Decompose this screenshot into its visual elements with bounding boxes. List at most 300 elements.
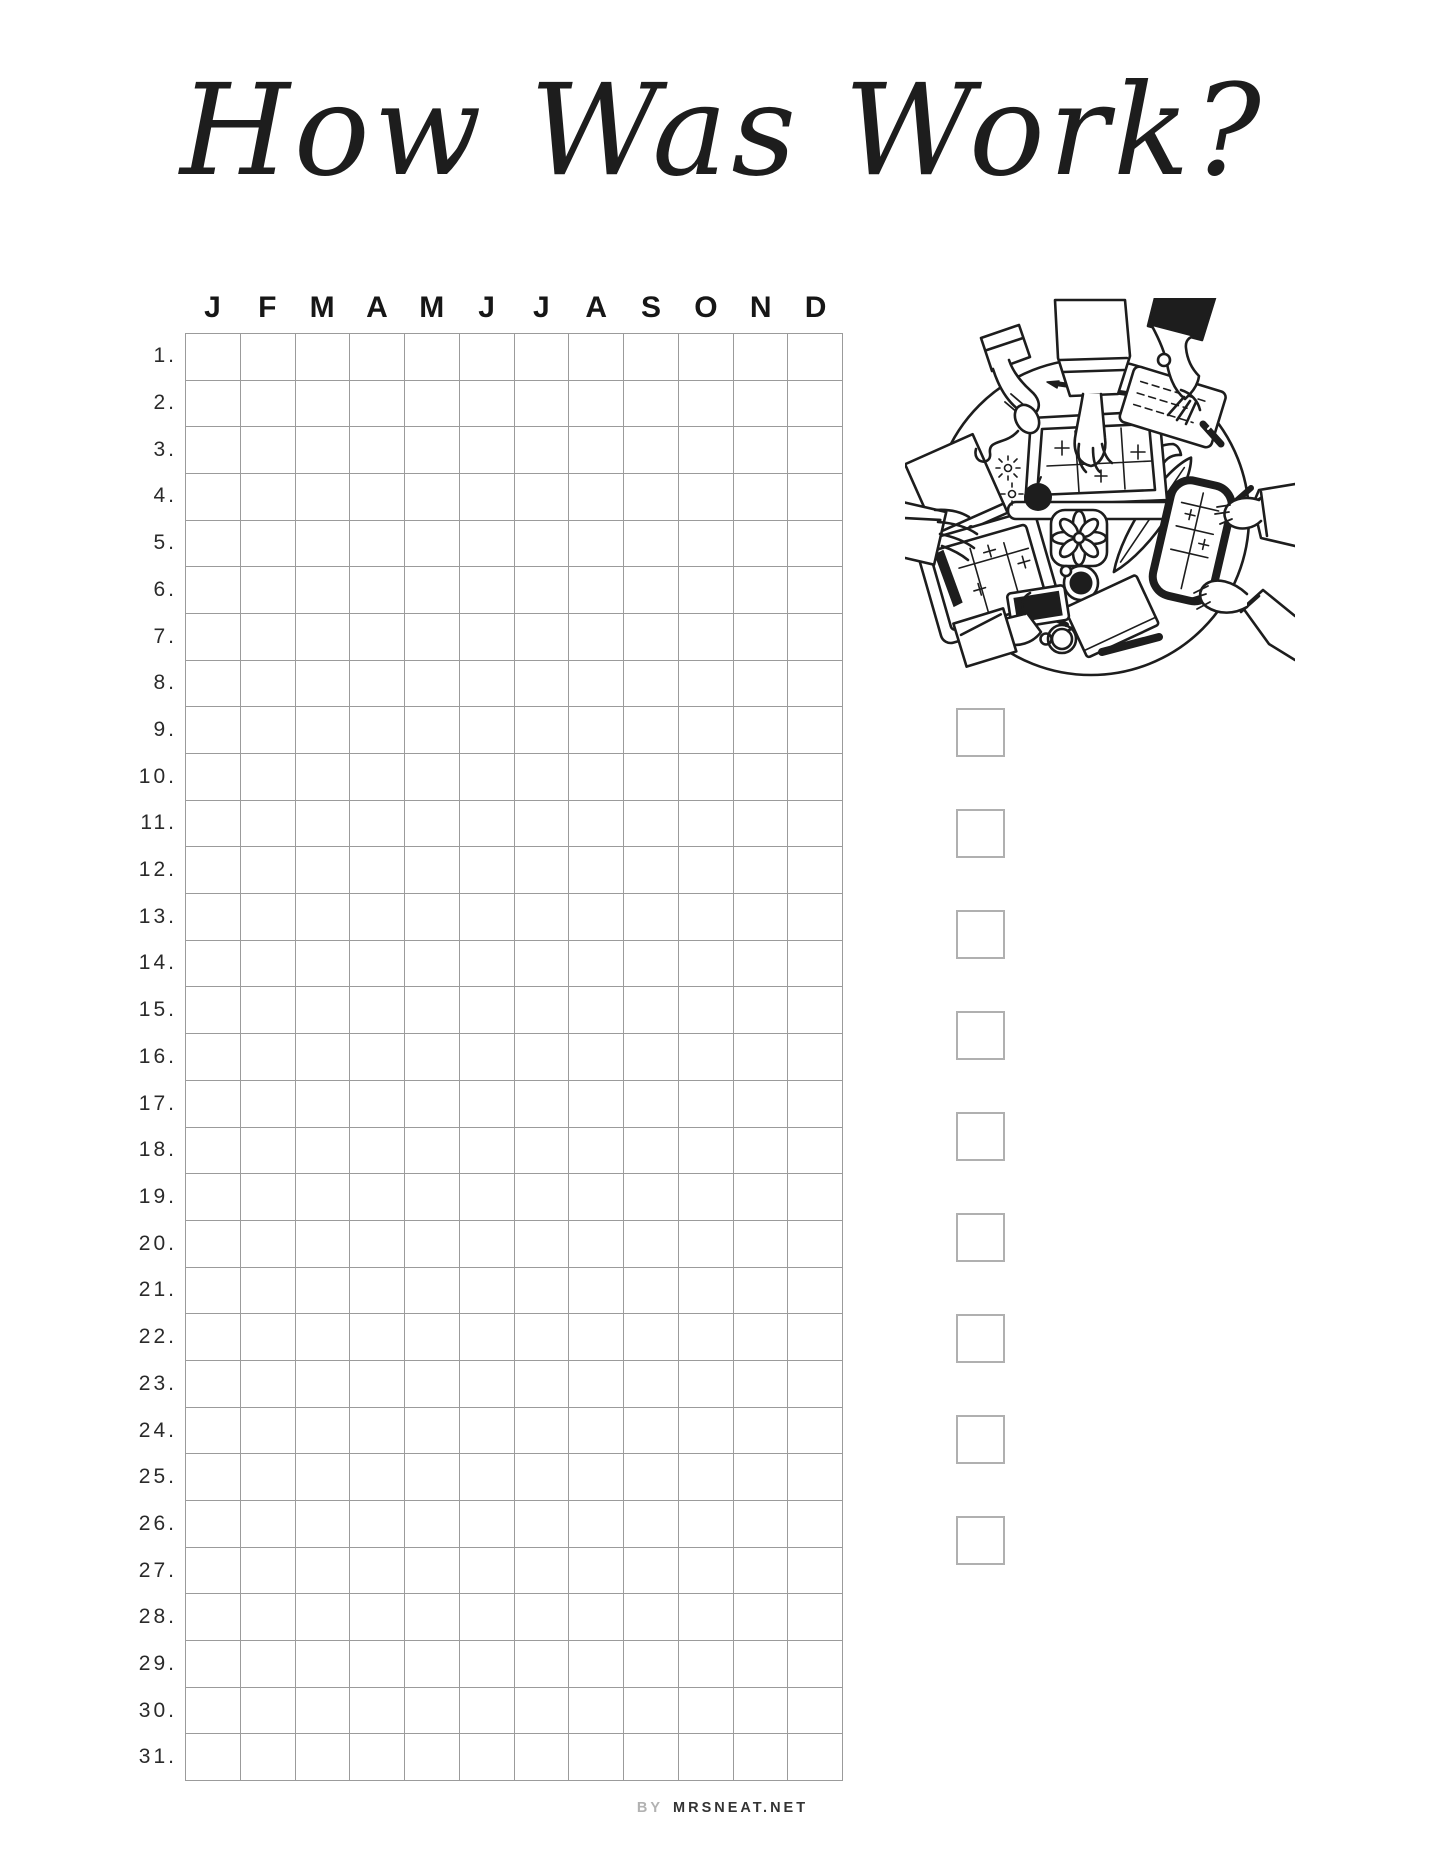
- grid-cell-r18-c12[interactable]: [788, 1128, 843, 1175]
- grid-cell-r6-c10[interactable]: [679, 567, 734, 614]
- grid-cell-r19-c5[interactable]: [405, 1174, 460, 1221]
- grid-cell-r25-c3[interactable]: [296, 1454, 351, 1501]
- grid-cell-r22-c12[interactable]: [788, 1314, 843, 1361]
- grid-cell-r12-c3[interactable]: [296, 847, 351, 894]
- grid-cell-r15-c4[interactable]: [350, 987, 405, 1034]
- grid-cell-r11-c8[interactable]: [569, 801, 624, 848]
- grid-cell-r14-c7[interactable]: [515, 941, 570, 988]
- checkbox-4[interactable]: [956, 1011, 1005, 1060]
- grid-cell-r1-c7[interactable]: [515, 334, 570, 381]
- grid-cell-r28-c4[interactable]: [350, 1594, 405, 1641]
- grid-cell-r11-c2[interactable]: [241, 801, 296, 848]
- grid-cell-r25-c5[interactable]: [405, 1454, 460, 1501]
- grid-cell-r26-c3[interactable]: [296, 1501, 351, 1548]
- grid-cell-r18-c9[interactable]: [624, 1128, 679, 1175]
- grid-cell-r11-c10[interactable]: [679, 801, 734, 848]
- grid-cell-r3-c9[interactable]: [624, 427, 679, 474]
- grid-cell-r30-c7[interactable]: [515, 1688, 570, 1735]
- grid-cell-r29-c11[interactable]: [734, 1641, 789, 1688]
- grid-cell-r15-c5[interactable]: [405, 987, 460, 1034]
- grid-cell-r16-c3[interactable]: [296, 1034, 351, 1081]
- grid-cell-r12-c10[interactable]: [679, 847, 734, 894]
- grid-cell-r31-c9[interactable]: [624, 1734, 679, 1781]
- grid-cell-r21-c10[interactable]: [679, 1268, 734, 1315]
- grid-cell-r16-c5[interactable]: [405, 1034, 460, 1081]
- grid-cell-r14-c4[interactable]: [350, 941, 405, 988]
- grid-cell-r28-c3[interactable]: [296, 1594, 351, 1641]
- grid-cell-r11-c11[interactable]: [734, 801, 789, 848]
- grid-cell-r7-c6[interactable]: [460, 614, 515, 661]
- grid-cell-r5-c12[interactable]: [788, 521, 843, 568]
- grid-cell-r19-c4[interactable]: [350, 1174, 405, 1221]
- grid-cell-r7-c10[interactable]: [679, 614, 734, 661]
- grid-cell-r25-c9[interactable]: [624, 1454, 679, 1501]
- grid-cell-r1-c11[interactable]: [734, 334, 789, 381]
- grid-cell-r9-c1[interactable]: [186, 707, 241, 754]
- grid-cell-r20-c5[interactable]: [405, 1221, 460, 1268]
- grid-cell-r24-c9[interactable]: [624, 1408, 679, 1455]
- grid-cell-r23-c5[interactable]: [405, 1361, 460, 1408]
- grid-cell-r15-c11[interactable]: [734, 987, 789, 1034]
- grid-cell-r14-c6[interactable]: [460, 941, 515, 988]
- grid-cell-r22-c1[interactable]: [186, 1314, 241, 1361]
- grid-cell-r27-c8[interactable]: [569, 1548, 624, 1595]
- grid-cell-r26-c12[interactable]: [788, 1501, 843, 1548]
- grid-cell-r10-c12[interactable]: [788, 754, 843, 801]
- grid-cell-r29-c5[interactable]: [405, 1641, 460, 1688]
- grid-cell-r1-c2[interactable]: [241, 334, 296, 381]
- grid-cell-r10-c5[interactable]: [405, 754, 460, 801]
- grid-cell-r9-c2[interactable]: [241, 707, 296, 754]
- grid-cell-r15-c12[interactable]: [788, 987, 843, 1034]
- grid-cell-r12-c6[interactable]: [460, 847, 515, 894]
- grid-cell-r13-c10[interactable]: [679, 894, 734, 941]
- grid-cell-r24-c11[interactable]: [734, 1408, 789, 1455]
- grid-cell-r2-c7[interactable]: [515, 381, 570, 428]
- grid-cell-r24-c10[interactable]: [679, 1408, 734, 1455]
- grid-cell-r18-c4[interactable]: [350, 1128, 405, 1175]
- grid-cell-r5-c11[interactable]: [734, 521, 789, 568]
- grid-cell-r31-c10[interactable]: [679, 1734, 734, 1781]
- grid-cell-r13-c8[interactable]: [569, 894, 624, 941]
- grid-cell-r8-c4[interactable]: [350, 661, 405, 708]
- grid-cell-r13-c12[interactable]: [788, 894, 843, 941]
- grid-cell-r12-c4[interactable]: [350, 847, 405, 894]
- grid-cell-r16-c4[interactable]: [350, 1034, 405, 1081]
- grid-cell-r14-c5[interactable]: [405, 941, 460, 988]
- grid-cell-r2-c9[interactable]: [624, 381, 679, 428]
- grid-cell-r8-c2[interactable]: [241, 661, 296, 708]
- grid-cell-r30-c1[interactable]: [186, 1688, 241, 1735]
- grid-cell-r27-c1[interactable]: [186, 1548, 241, 1595]
- grid-cell-r20-c8[interactable]: [569, 1221, 624, 1268]
- grid-cell-r7-c4[interactable]: [350, 614, 405, 661]
- grid-cell-r2-c5[interactable]: [405, 381, 460, 428]
- grid-cell-r4-c8[interactable]: [569, 474, 624, 521]
- grid-cell-r9-c6[interactable]: [460, 707, 515, 754]
- grid-cell-r28-c8[interactable]: [569, 1594, 624, 1641]
- grid-cell-r24-c4[interactable]: [350, 1408, 405, 1455]
- grid-cell-r20-c4[interactable]: [350, 1221, 405, 1268]
- grid-cell-r23-c9[interactable]: [624, 1361, 679, 1408]
- grid-cell-r14-c3[interactable]: [296, 941, 351, 988]
- grid-cell-r19-c7[interactable]: [515, 1174, 570, 1221]
- grid-cell-r18-c1[interactable]: [186, 1128, 241, 1175]
- grid-cell-r3-c12[interactable]: [788, 427, 843, 474]
- grid-cell-r19-c12[interactable]: [788, 1174, 843, 1221]
- grid-cell-r31-c1[interactable]: [186, 1734, 241, 1781]
- grid-cell-r20-c10[interactable]: [679, 1221, 734, 1268]
- grid-cell-r19-c9[interactable]: [624, 1174, 679, 1221]
- grid-cell-r10-c1[interactable]: [186, 754, 241, 801]
- grid-cell-r31-c12[interactable]: [788, 1734, 843, 1781]
- grid-cell-r19-c3[interactable]: [296, 1174, 351, 1221]
- grid-cell-r13-c1[interactable]: [186, 894, 241, 941]
- grid-cell-r22-c3[interactable]: [296, 1314, 351, 1361]
- grid-cell-r28-c10[interactable]: [679, 1594, 734, 1641]
- grid-cell-r30-c2[interactable]: [241, 1688, 296, 1735]
- grid-cell-r23-c8[interactable]: [569, 1361, 624, 1408]
- grid-cell-r9-c4[interactable]: [350, 707, 405, 754]
- grid-cell-r31-c2[interactable]: [241, 1734, 296, 1781]
- grid-cell-r4-c5[interactable]: [405, 474, 460, 521]
- grid-cell-r20-c1[interactable]: [186, 1221, 241, 1268]
- grid-cell-r29-c4[interactable]: [350, 1641, 405, 1688]
- grid-cell-r7-c1[interactable]: [186, 614, 241, 661]
- grid-cell-r20-c6[interactable]: [460, 1221, 515, 1268]
- grid-cell-r17-c9[interactable]: [624, 1081, 679, 1128]
- grid-cell-r27-c4[interactable]: [350, 1548, 405, 1595]
- grid-cell-r23-c12[interactable]: [788, 1361, 843, 1408]
- grid-cell-r18-c5[interactable]: [405, 1128, 460, 1175]
- grid-cell-r30-c12[interactable]: [788, 1688, 843, 1735]
- grid-cell-r30-c6[interactable]: [460, 1688, 515, 1735]
- grid-cell-r8-c1[interactable]: [186, 661, 241, 708]
- grid-cell-r29-c12[interactable]: [788, 1641, 843, 1688]
- grid-cell-r15-c9[interactable]: [624, 987, 679, 1034]
- grid-cell-r16-c12[interactable]: [788, 1034, 843, 1081]
- grid-cell-r22-c5[interactable]: [405, 1314, 460, 1361]
- grid-cell-r17-c4[interactable]: [350, 1081, 405, 1128]
- grid-cell-r23-c10[interactable]: [679, 1361, 734, 1408]
- grid-cell-r1-c9[interactable]: [624, 334, 679, 381]
- grid-cell-r10-c6[interactable]: [460, 754, 515, 801]
- grid-cell-r20-c11[interactable]: [734, 1221, 789, 1268]
- grid-cell-r13-c2[interactable]: [241, 894, 296, 941]
- grid-cell-r13-c9[interactable]: [624, 894, 679, 941]
- grid-cell-r1-c10[interactable]: [679, 334, 734, 381]
- grid-cell-r13-c5[interactable]: [405, 894, 460, 941]
- grid-cell-r25-c2[interactable]: [241, 1454, 296, 1501]
- grid-cell-r28-c6[interactable]: [460, 1594, 515, 1641]
- grid-cell-r5-c10[interactable]: [679, 521, 734, 568]
- grid-cell-r16-c11[interactable]: [734, 1034, 789, 1081]
- grid-cell-r31-c6[interactable]: [460, 1734, 515, 1781]
- grid-cell-r7-c9[interactable]: [624, 614, 679, 661]
- grid-cell-r26-c8[interactable]: [569, 1501, 624, 1548]
- grid-cell-r27-c7[interactable]: [515, 1548, 570, 1595]
- grid-cell-r15-c2[interactable]: [241, 987, 296, 1034]
- grid-cell-r28-c12[interactable]: [788, 1594, 843, 1641]
- grid-cell-r20-c12[interactable]: [788, 1221, 843, 1268]
- grid-cell-r18-c7[interactable]: [515, 1128, 570, 1175]
- grid-cell-r11-c7[interactable]: [515, 801, 570, 848]
- grid-cell-r6-c11[interactable]: [734, 567, 789, 614]
- grid-cell-r26-c4[interactable]: [350, 1501, 405, 1548]
- grid-cell-r8-c11[interactable]: [734, 661, 789, 708]
- grid-cell-r7-c5[interactable]: [405, 614, 460, 661]
- grid-cell-r12-c12[interactable]: [788, 847, 843, 894]
- grid-cell-r12-c1[interactable]: [186, 847, 241, 894]
- grid-cell-r2-c3[interactable]: [296, 381, 351, 428]
- grid-cell-r26-c1[interactable]: [186, 1501, 241, 1548]
- grid-cell-r13-c3[interactable]: [296, 894, 351, 941]
- grid-cell-r12-c7[interactable]: [515, 847, 570, 894]
- grid-cell-r4-c11[interactable]: [734, 474, 789, 521]
- grid-cell-r9-c3[interactable]: [296, 707, 351, 754]
- grid-cell-r16-c6[interactable]: [460, 1034, 515, 1081]
- grid-cell-r18-c11[interactable]: [734, 1128, 789, 1175]
- grid-cell-r29-c8[interactable]: [569, 1641, 624, 1688]
- grid-cell-r23-c1[interactable]: [186, 1361, 241, 1408]
- grid-cell-r27-c5[interactable]: [405, 1548, 460, 1595]
- grid-cell-r21-c3[interactable]: [296, 1268, 351, 1315]
- grid-cell-r27-c2[interactable]: [241, 1548, 296, 1595]
- grid-cell-r8-c7[interactable]: [515, 661, 570, 708]
- grid-cell-r22-c11[interactable]: [734, 1314, 789, 1361]
- grid-cell-r12-c9[interactable]: [624, 847, 679, 894]
- grid-cell-r5-c7[interactable]: [515, 521, 570, 568]
- grid-cell-r17-c3[interactable]: [296, 1081, 351, 1128]
- grid-cell-r16-c10[interactable]: [679, 1034, 734, 1081]
- grid-cell-r10-c11[interactable]: [734, 754, 789, 801]
- grid-cell-r29-c6[interactable]: [460, 1641, 515, 1688]
- grid-cell-r17-c8[interactable]: [569, 1081, 624, 1128]
- grid-cell-r10-c9[interactable]: [624, 754, 679, 801]
- grid-cell-r18-c2[interactable]: [241, 1128, 296, 1175]
- grid-cell-r31-c3[interactable]: [296, 1734, 351, 1781]
- grid-cell-r28-c2[interactable]: [241, 1594, 296, 1641]
- grid-cell-r25-c1[interactable]: [186, 1454, 241, 1501]
- grid-cell-r30-c11[interactable]: [734, 1688, 789, 1735]
- grid-cell-r22-c7[interactable]: [515, 1314, 570, 1361]
- grid-cell-r23-c11[interactable]: [734, 1361, 789, 1408]
- grid-cell-r14-c8[interactable]: [569, 941, 624, 988]
- grid-cell-r3-c6[interactable]: [460, 427, 515, 474]
- grid-cell-r31-c7[interactable]: [515, 1734, 570, 1781]
- grid-cell-r21-c4[interactable]: [350, 1268, 405, 1315]
- grid-cell-r23-c2[interactable]: [241, 1361, 296, 1408]
- grid-cell-r26-c9[interactable]: [624, 1501, 679, 1548]
- grid-cell-r27-c12[interactable]: [788, 1548, 843, 1595]
- grid-cell-r8-c9[interactable]: [624, 661, 679, 708]
- grid-cell-r3-c8[interactable]: [569, 427, 624, 474]
- grid-cell-r5-c5[interactable]: [405, 521, 460, 568]
- grid-cell-r8-c10[interactable]: [679, 661, 734, 708]
- grid-cell-r10-c10[interactable]: [679, 754, 734, 801]
- grid-cell-r8-c3[interactable]: [296, 661, 351, 708]
- grid-cell-r11-c3[interactable]: [296, 801, 351, 848]
- grid-cell-r4-c7[interactable]: [515, 474, 570, 521]
- grid-cell-r19-c10[interactable]: [679, 1174, 734, 1221]
- grid-cell-r2-c6[interactable]: [460, 381, 515, 428]
- grid-cell-r2-c2[interactable]: [241, 381, 296, 428]
- grid-cell-r23-c3[interactable]: [296, 1361, 351, 1408]
- grid-cell-r20-c9[interactable]: [624, 1221, 679, 1268]
- grid-cell-r13-c7[interactable]: [515, 894, 570, 941]
- grid-cell-r12-c8[interactable]: [569, 847, 624, 894]
- grid-cell-r30-c5[interactable]: [405, 1688, 460, 1735]
- grid-cell-r23-c6[interactable]: [460, 1361, 515, 1408]
- grid-cell-r27-c3[interactable]: [296, 1548, 351, 1595]
- grid-cell-r29-c10[interactable]: [679, 1641, 734, 1688]
- grid-cell-r15-c3[interactable]: [296, 987, 351, 1034]
- grid-cell-r18-c8[interactable]: [569, 1128, 624, 1175]
- grid-cell-r18-c10[interactable]: [679, 1128, 734, 1175]
- grid-cell-r27-c6[interactable]: [460, 1548, 515, 1595]
- grid-cell-r15-c7[interactable]: [515, 987, 570, 1034]
- grid-cell-r25-c12[interactable]: [788, 1454, 843, 1501]
- grid-cell-r29-c3[interactable]: [296, 1641, 351, 1688]
- grid-cell-r21-c9[interactable]: [624, 1268, 679, 1315]
- grid-cell-r5-c2[interactable]: [241, 521, 296, 568]
- grid-cell-r23-c4[interactable]: [350, 1361, 405, 1408]
- grid-cell-r26-c5[interactable]: [405, 1501, 460, 1548]
- grid-cell-r11-c9[interactable]: [624, 801, 679, 848]
- grid-cell-r31-c11[interactable]: [734, 1734, 789, 1781]
- grid-cell-r21-c5[interactable]: [405, 1268, 460, 1315]
- checkbox-6[interactable]: [956, 1213, 1005, 1262]
- grid-cell-r5-c8[interactable]: [569, 521, 624, 568]
- grid-cell-r7-c11[interactable]: [734, 614, 789, 661]
- grid-cell-r15-c10[interactable]: [679, 987, 734, 1034]
- grid-cell-r27-c11[interactable]: [734, 1548, 789, 1595]
- grid-cell-r26-c10[interactable]: [679, 1501, 734, 1548]
- grid-cell-r23-c7[interactable]: [515, 1361, 570, 1408]
- grid-cell-r5-c1[interactable]: [186, 521, 241, 568]
- grid-cell-r10-c8[interactable]: [569, 754, 624, 801]
- grid-cell-r11-c5[interactable]: [405, 801, 460, 848]
- grid-cell-r5-c9[interactable]: [624, 521, 679, 568]
- grid-cell-r29-c7[interactable]: [515, 1641, 570, 1688]
- grid-cell-r12-c5[interactable]: [405, 847, 460, 894]
- grid-cell-r1-c6[interactable]: [460, 334, 515, 381]
- grid-cell-r4-c4[interactable]: [350, 474, 405, 521]
- grid-cell-r29-c9[interactable]: [624, 1641, 679, 1688]
- grid-cell-r19-c8[interactable]: [569, 1174, 624, 1221]
- grid-cell-r9-c9[interactable]: [624, 707, 679, 754]
- grid-cell-r9-c5[interactable]: [405, 707, 460, 754]
- grid-cell-r10-c2[interactable]: [241, 754, 296, 801]
- grid-cell-r6-c3[interactable]: [296, 567, 351, 614]
- grid-cell-r24-c3[interactable]: [296, 1408, 351, 1455]
- grid-cell-r3-c5[interactable]: [405, 427, 460, 474]
- grid-cell-r17-c7[interactable]: [515, 1081, 570, 1128]
- grid-cell-r29-c2[interactable]: [241, 1641, 296, 1688]
- grid-cell-r4-c10[interactable]: [679, 474, 734, 521]
- grid-cell-r9-c11[interactable]: [734, 707, 789, 754]
- grid-cell-r26-c7[interactable]: [515, 1501, 570, 1548]
- grid-cell-r19-c2[interactable]: [241, 1174, 296, 1221]
- grid-cell-r16-c2[interactable]: [241, 1034, 296, 1081]
- grid-cell-r3-c2[interactable]: [241, 427, 296, 474]
- grid-cell-r8-c5[interactable]: [405, 661, 460, 708]
- grid-cell-r15-c8[interactable]: [569, 987, 624, 1034]
- grid-cell-r19-c6[interactable]: [460, 1174, 515, 1221]
- grid-cell-r5-c4[interactable]: [350, 521, 405, 568]
- grid-cell-r21-c6[interactable]: [460, 1268, 515, 1315]
- grid-cell-r10-c3[interactable]: [296, 754, 351, 801]
- grid-cell-r15-c1[interactable]: [186, 987, 241, 1034]
- grid-cell-r3-c4[interactable]: [350, 427, 405, 474]
- grid-cell-r26-c11[interactable]: [734, 1501, 789, 1548]
- grid-cell-r24-c6[interactable]: [460, 1408, 515, 1455]
- grid-cell-r16-c1[interactable]: [186, 1034, 241, 1081]
- grid-cell-r9-c10[interactable]: [679, 707, 734, 754]
- grid-cell-r1-c4[interactable]: [350, 334, 405, 381]
- grid-cell-r8-c8[interactable]: [569, 661, 624, 708]
- grid-cell-r1-c3[interactable]: [296, 334, 351, 381]
- grid-cell-r2-c11[interactable]: [734, 381, 789, 428]
- grid-cell-r24-c2[interactable]: [241, 1408, 296, 1455]
- grid-cell-r21-c7[interactable]: [515, 1268, 570, 1315]
- grid-cell-r21-c8[interactable]: [569, 1268, 624, 1315]
- grid-cell-r2-c12[interactable]: [788, 381, 843, 428]
- grid-cell-r6-c5[interactable]: [405, 567, 460, 614]
- grid-cell-r7-c2[interactable]: [241, 614, 296, 661]
- grid-cell-r4-c3[interactable]: [296, 474, 351, 521]
- grid-cell-r30-c4[interactable]: [350, 1688, 405, 1735]
- grid-cell-r17-c6[interactable]: [460, 1081, 515, 1128]
- checkbox-3[interactable]: [956, 910, 1005, 959]
- grid-cell-r17-c12[interactable]: [788, 1081, 843, 1128]
- grid-cell-r26-c2[interactable]: [241, 1501, 296, 1548]
- grid-cell-r25-c4[interactable]: [350, 1454, 405, 1501]
- checkbox-7[interactable]: [956, 1314, 1005, 1363]
- grid-cell-r16-c9[interactable]: [624, 1034, 679, 1081]
- grid-cell-r19-c11[interactable]: [734, 1174, 789, 1221]
- grid-cell-r2-c10[interactable]: [679, 381, 734, 428]
- grid-cell-r25-c8[interactable]: [569, 1454, 624, 1501]
- grid-cell-r14-c11[interactable]: [734, 941, 789, 988]
- grid-cell-r1-c12[interactable]: [788, 334, 843, 381]
- grid-cell-r28-c1[interactable]: [186, 1594, 241, 1641]
- grid-cell-r7-c3[interactable]: [296, 614, 351, 661]
- grid-cell-r5-c6[interactable]: [460, 521, 515, 568]
- grid-cell-r17-c10[interactable]: [679, 1081, 734, 1128]
- grid-cell-r9-c8[interactable]: [569, 707, 624, 754]
- grid-cell-r20-c7[interactable]: [515, 1221, 570, 1268]
- grid-cell-r10-c7[interactable]: [515, 754, 570, 801]
- grid-cell-r1-c5[interactable]: [405, 334, 460, 381]
- grid-cell-r18-c6[interactable]: [460, 1128, 515, 1175]
- grid-cell-r3-c7[interactable]: [515, 427, 570, 474]
- grid-cell-r31-c5[interactable]: [405, 1734, 460, 1781]
- grid-cell-r21-c1[interactable]: [186, 1268, 241, 1315]
- grid-cell-r20-c2[interactable]: [241, 1221, 296, 1268]
- grid-cell-r29-c1[interactable]: [186, 1641, 241, 1688]
- grid-cell-r7-c12[interactable]: [788, 614, 843, 661]
- grid-cell-r6-c2[interactable]: [241, 567, 296, 614]
- grid-cell-r6-c9[interactable]: [624, 567, 679, 614]
- grid-cell-r14-c10[interactable]: [679, 941, 734, 988]
- grid-cell-r6-c12[interactable]: [788, 567, 843, 614]
- grid-cell-r15-c6[interactable]: [460, 987, 515, 1034]
- grid-cell-r13-c6[interactable]: [460, 894, 515, 941]
- grid-cell-r7-c7[interactable]: [515, 614, 570, 661]
- grid-cell-r22-c2[interactable]: [241, 1314, 296, 1361]
- grid-cell-r17-c5[interactable]: [405, 1081, 460, 1128]
